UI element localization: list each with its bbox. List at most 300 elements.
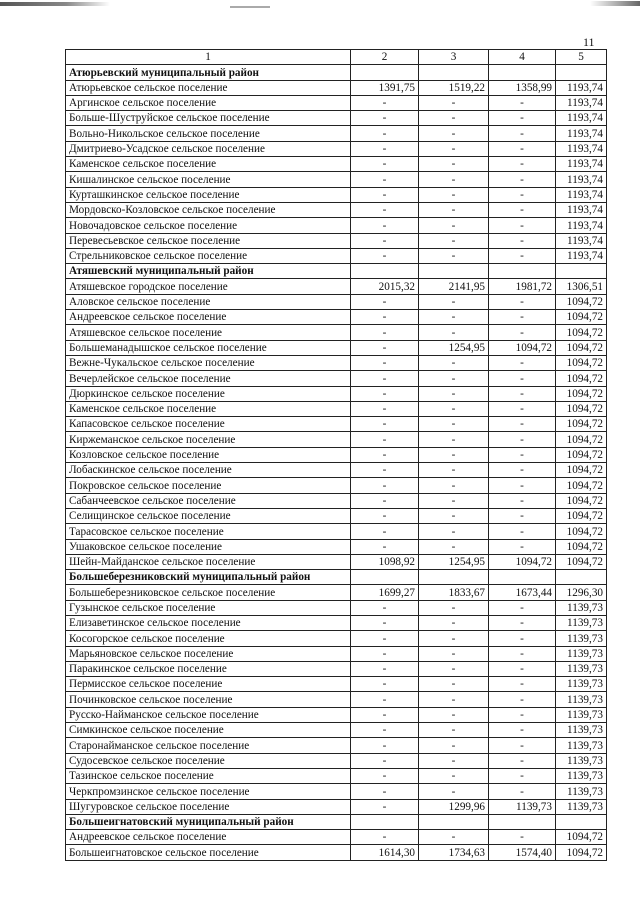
settlement-name: Починковское сельское поселение — [66, 692, 351, 707]
value-cell-c5: 1193,74 — [556, 233, 607, 248]
district-name: Большеигнатовский муниципальный район — [66, 814, 351, 829]
value-cell-c5: 1193,74 — [556, 111, 607, 126]
value-cell-c5: 1193,74 — [556, 95, 607, 110]
value-cell-c3: - — [419, 615, 489, 630]
table-row — [66, 401, 607, 416]
value-cell-c4: - — [489, 417, 556, 432]
header-row — [66, 50, 607, 65]
value-cell-c2: - — [351, 248, 419, 263]
table-row — [66, 111, 607, 126]
value-cell-c5: 1094,72 — [556, 417, 607, 432]
value-cell-c3: - — [419, 126, 489, 141]
value-cell-c4: - — [489, 677, 556, 692]
value-cell-c4: - — [489, 615, 556, 630]
value-cell-c2: 1699,27 — [351, 585, 419, 600]
settlement-name: Аловское сельское поселение — [66, 294, 351, 309]
value-cell-c3: - — [419, 187, 489, 202]
tariff-table — [65, 49, 607, 861]
table-row — [66, 233, 607, 248]
settlement-name: Атяшевское сельское поселение — [66, 325, 351, 340]
value-cell-c4: - — [489, 753, 556, 768]
value-cell-c5: 1139,73 — [556, 692, 607, 707]
value-cell-c3: - — [419, 202, 489, 217]
value-cell-c5: 1139,73 — [556, 799, 607, 814]
value-cell-c5: 1139,73 — [556, 677, 607, 692]
value-cell-c5: 1094,72 — [556, 508, 607, 523]
district-name: Большеберезниковский муниципальный район — [66, 570, 351, 585]
table-row — [66, 340, 607, 355]
table-row — [66, 661, 607, 676]
value-cell-c2: - — [351, 95, 419, 110]
value-cell-c2: - — [351, 753, 419, 768]
value-cell-c2: - — [351, 417, 419, 432]
value-cell-c2: - — [351, 310, 419, 325]
district-name: Атюрьевский муниципальный район — [66, 65, 351, 80]
value-cell-c2: - — [351, 157, 419, 172]
settlement-name: Стрельниковское сельское поселение — [66, 248, 351, 263]
settlement-name: Атюрьевское сельское поселение — [66, 80, 351, 95]
value-cell-c5: 1094,72 — [556, 478, 607, 493]
value-cell-c2: 2015,32 — [351, 279, 419, 294]
table-row — [66, 768, 607, 783]
value-cell-c2: - — [351, 447, 419, 462]
table-row — [66, 478, 607, 493]
settlement-name: Кишалинское сельское поселение — [66, 172, 351, 187]
empty-cell — [419, 814, 489, 829]
value-cell-c4: 1673,44 — [489, 585, 556, 600]
settlement-name: Пермисское сельское поселение — [66, 677, 351, 692]
value-cell-c3: - — [419, 723, 489, 738]
value-cell-c5: 1139,73 — [556, 768, 607, 783]
value-cell-c3: - — [419, 463, 489, 478]
value-cell-c5: 1139,73 — [556, 646, 607, 661]
value-cell-c2: - — [351, 111, 419, 126]
table-row — [66, 845, 607, 860]
empty-cell — [419, 65, 489, 80]
value-cell-c3: - — [419, 493, 489, 508]
value-cell-c2: - — [351, 493, 419, 508]
value-cell-c5: 1094,72 — [556, 386, 607, 401]
settlement-name: Русско-Найманское сельское поселение — [66, 707, 351, 722]
value-cell-c3: - — [419, 677, 489, 692]
table-row — [66, 187, 607, 202]
table-row — [66, 218, 607, 233]
value-cell-c5: 1193,74 — [556, 187, 607, 202]
table-row — [66, 202, 607, 217]
table-row — [66, 677, 607, 692]
value-cell-c4: - — [489, 141, 556, 156]
page-number: 11 — [583, 35, 595, 49]
value-cell-c4: - — [489, 432, 556, 447]
value-cell-c3: - — [419, 141, 489, 156]
settlement-name: Курташкинское сельское поселение — [66, 187, 351, 202]
table-row — [66, 432, 607, 447]
value-cell-c5: 1094,72 — [556, 401, 607, 416]
value-cell-c5: 1306,51 — [556, 279, 607, 294]
settlement-name: Сабанчеевское сельское поселение — [66, 493, 351, 508]
column-header: 2 — [351, 50, 419, 65]
empty-cell — [489, 814, 556, 829]
value-cell-c3: - — [419, 218, 489, 233]
value-cell-c3: - — [419, 447, 489, 462]
table-row — [66, 386, 607, 401]
district-row — [66, 264, 607, 279]
value-cell-c2: - — [351, 631, 419, 646]
settlement-name: Каменское сельское поселение — [66, 401, 351, 416]
value-cell-c3: - — [419, 310, 489, 325]
settlement-name: Больше-Шуструйское сельское поселение — [66, 111, 351, 126]
value-cell-c2: - — [351, 830, 419, 845]
value-cell-c5: 1094,72 — [556, 310, 607, 325]
value-cell-c2: - — [351, 187, 419, 202]
table-row — [66, 508, 607, 523]
value-cell-c4: 1094,72 — [489, 554, 556, 569]
settlement-name: Вольно-Никольское сельское поселение — [66, 126, 351, 141]
value-cell-c4: - — [489, 600, 556, 615]
empty-cell — [556, 264, 607, 279]
value-cell-c4: - — [489, 111, 556, 126]
table-row — [66, 157, 607, 172]
table-row — [66, 692, 607, 707]
value-cell-c4: - — [489, 325, 556, 340]
settlement-name: Аргинское сельское поселение — [66, 95, 351, 110]
value-cell-c5: 1094,72 — [556, 463, 607, 478]
value-cell-c4: - — [489, 371, 556, 386]
settlement-name: Паракинское сельское поселение — [66, 661, 351, 676]
settlement-name: Каменское сельское поселение — [66, 157, 351, 172]
value-cell-c3: - — [419, 646, 489, 661]
district-row — [66, 65, 607, 80]
table-row — [66, 554, 607, 569]
table-row — [66, 126, 607, 141]
settlement-name: Гузынское сельское поселение — [66, 600, 351, 615]
value-cell-c2: - — [351, 508, 419, 523]
value-cell-c3: 1519,22 — [419, 80, 489, 95]
value-cell-c5: 1193,74 — [556, 248, 607, 263]
value-cell-c3: - — [419, 294, 489, 309]
value-cell-c4: - — [489, 172, 556, 187]
table-row — [66, 524, 607, 539]
settlement-name: Ушаковское сельское поселение — [66, 539, 351, 554]
value-cell-c2: 1391,75 — [351, 80, 419, 95]
value-cell-c5: 1094,72 — [556, 355, 607, 370]
value-cell-c2: - — [351, 799, 419, 814]
value-cell-c2: - — [351, 340, 419, 355]
value-cell-c3: 1833,67 — [419, 585, 489, 600]
table-row — [66, 310, 607, 325]
table-row — [66, 80, 607, 95]
value-cell-c2: - — [351, 202, 419, 217]
value-cell-c5: 1139,73 — [556, 738, 607, 753]
value-cell-c2: - — [351, 401, 419, 416]
value-cell-c3: - — [419, 692, 489, 707]
value-cell-c2: - — [351, 325, 419, 340]
value-cell-c5: 1094,72 — [556, 554, 607, 569]
empty-cell — [489, 65, 556, 80]
value-cell-c3: 1254,95 — [419, 340, 489, 355]
settlement-name: Селищинское сельское поселение — [66, 508, 351, 523]
value-cell-c4: - — [489, 707, 556, 722]
value-cell-c4: - — [489, 248, 556, 263]
value-cell-c4: - — [489, 784, 556, 799]
value-cell-c5: 1139,73 — [556, 661, 607, 676]
value-cell-c3: - — [419, 233, 489, 248]
value-cell-c2: - — [351, 172, 419, 187]
value-cell-c4: - — [489, 187, 556, 202]
value-cell-c4: 1574,40 — [489, 845, 556, 860]
value-cell-c4: 1358,99 — [489, 80, 556, 95]
column-header: 5 — [556, 50, 607, 65]
value-cell-c5: 1094,72 — [556, 524, 607, 539]
scan-artifact — [0, 0, 640, 12]
value-cell-c3: 1299,96 — [419, 799, 489, 814]
value-cell-c4: - — [489, 126, 556, 141]
settlement-name: Старонайманское сельское поселение — [66, 738, 351, 753]
value-cell-c3: 1254,95 — [419, 554, 489, 569]
value-cell-c2: - — [351, 233, 419, 248]
value-cell-c2: - — [351, 141, 419, 156]
value-cell-c5: 1193,74 — [556, 202, 607, 217]
settlement-name: Черкпромзинское сельское поселение — [66, 784, 351, 799]
value-cell-c3: - — [419, 371, 489, 386]
settlement-name: Большеманадышское сельское поселение — [66, 340, 351, 355]
value-cell-c4: - — [489, 294, 556, 309]
value-cell-c4: 1094,72 — [489, 340, 556, 355]
value-cell-c4: - — [489, 738, 556, 753]
table-row — [66, 539, 607, 554]
settlement-name: Козловское сельское поселение — [66, 447, 351, 462]
value-cell-c2: - — [351, 615, 419, 630]
value-cell-c3: - — [419, 401, 489, 416]
value-cell-c2: - — [351, 707, 419, 722]
value-cell-c4: - — [489, 631, 556, 646]
value-cell-c3: - — [419, 172, 489, 187]
value-cell-c5: 1094,72 — [556, 830, 607, 845]
value-cell-c4: - — [489, 539, 556, 554]
table-row — [66, 325, 607, 340]
empty-cell — [351, 65, 419, 80]
settlement-name: Вечерлейское сельское поселение — [66, 371, 351, 386]
value-cell-c5: 1094,72 — [556, 845, 607, 860]
value-cell-c5: 1094,72 — [556, 539, 607, 554]
table-row — [66, 141, 607, 156]
empty-cell — [351, 570, 419, 585]
settlement-name: Тазинское сельское поселение — [66, 768, 351, 783]
value-cell-c3: - — [419, 432, 489, 447]
value-cell-c5: 1193,74 — [556, 80, 607, 95]
settlement-name: Киржеманское сельское поселение — [66, 432, 351, 447]
value-cell-c3: 2141,95 — [419, 279, 489, 294]
value-cell-c5: 1094,72 — [556, 294, 607, 309]
settlement-name: Атяшевское городское поселение — [66, 279, 351, 294]
value-cell-c5: 1139,73 — [556, 631, 607, 646]
district-name: Атяшевский муниципальный район — [66, 264, 351, 279]
settlement-name: Дмитриево-Усадское сельское поселение — [66, 141, 351, 156]
value-cell-c3: - — [419, 111, 489, 126]
table-row — [66, 646, 607, 661]
value-cell-c4: - — [489, 478, 556, 493]
value-cell-c5: 1193,74 — [556, 141, 607, 156]
value-cell-c2: - — [351, 126, 419, 141]
table-row — [66, 753, 607, 768]
value-cell-c3: - — [419, 753, 489, 768]
value-cell-c2: 1614,30 — [351, 845, 419, 860]
column-header: 3 — [419, 50, 489, 65]
value-cell-c3: - — [419, 830, 489, 845]
value-cell-c2: - — [351, 463, 419, 478]
table-row — [66, 371, 607, 386]
table-row — [66, 707, 607, 722]
empty-cell — [556, 814, 607, 829]
settlement-name: Большеигнатовское сельское поселение — [66, 845, 351, 860]
value-cell-c4: - — [489, 401, 556, 416]
empty-cell — [489, 570, 556, 585]
empty-cell — [419, 264, 489, 279]
value-cell-c4: 1139,73 — [489, 799, 556, 814]
value-cell-c2: - — [351, 600, 419, 615]
table-row — [66, 799, 607, 814]
value-cell-c2: - — [351, 692, 419, 707]
settlement-name: Вежне-Чукальское сельское поселение — [66, 355, 351, 370]
value-cell-c5: 1139,73 — [556, 784, 607, 799]
settlement-name: Елизаветинское сельское поселение — [66, 615, 351, 630]
table-row — [66, 355, 607, 370]
value-cell-c4: - — [489, 723, 556, 738]
value-cell-c2: - — [351, 661, 419, 676]
value-cell-c2: 1098,92 — [351, 554, 419, 569]
settlement-name: Андреевское сельское поселение — [66, 830, 351, 845]
empty-cell — [351, 814, 419, 829]
value-cell-c4: - — [489, 493, 556, 508]
settlement-name: Большеберезниковское сельское поселение — [66, 585, 351, 600]
empty-cell — [419, 570, 489, 585]
table-row — [66, 447, 607, 462]
settlement-name: Покровское сельское поселение — [66, 478, 351, 493]
value-cell-c5: 1094,72 — [556, 340, 607, 355]
table-row — [66, 279, 607, 294]
table-row — [66, 784, 607, 799]
value-cell-c2: - — [351, 478, 419, 493]
column-header: 1 — [66, 50, 351, 65]
value-cell-c4: - — [489, 524, 556, 539]
empty-cell — [556, 65, 607, 80]
table-row — [66, 172, 607, 187]
value-cell-c3: - — [419, 539, 489, 554]
value-cell-c3: - — [419, 707, 489, 722]
settlement-name: Шейн-Майданское сельское поселение — [66, 554, 351, 569]
settlement-name: Тарасовское сельское поселение — [66, 524, 351, 539]
value-cell-c5: 1094,72 — [556, 325, 607, 340]
table-row — [66, 248, 607, 263]
value-cell-c5: 1193,74 — [556, 126, 607, 141]
value-cell-c4: - — [489, 661, 556, 676]
value-cell-c4: - — [489, 202, 556, 217]
value-cell-c2: - — [351, 432, 419, 447]
value-cell-c4: - — [489, 310, 556, 325]
table-row — [66, 493, 607, 508]
value-cell-c4: - — [489, 95, 556, 110]
value-cell-c3: - — [419, 478, 489, 493]
value-cell-c2: - — [351, 646, 419, 661]
value-cell-c5: 1094,72 — [556, 371, 607, 386]
value-cell-c2: - — [351, 371, 419, 386]
table-row — [66, 294, 607, 309]
table-row — [66, 723, 607, 738]
value-cell-c3: - — [419, 784, 489, 799]
table-row — [66, 417, 607, 432]
table-row — [66, 585, 607, 600]
settlement-name: Новочадовское сельское поселение — [66, 218, 351, 233]
settlement-name: Косогорское сельское поселение — [66, 631, 351, 646]
value-cell-c2: - — [351, 677, 419, 692]
table-row — [66, 738, 607, 753]
empty-cell — [351, 264, 419, 279]
value-cell-c4: - — [489, 355, 556, 370]
settlement-name: Перевесьевское сельское поселение — [66, 233, 351, 248]
value-cell-c4: - — [489, 463, 556, 478]
settlement-name: Андреевское сельское поселение — [66, 310, 351, 325]
value-cell-c3: - — [419, 600, 489, 615]
settlement-name: Марьяновское сельское поселение — [66, 646, 351, 661]
value-cell-c2: - — [351, 355, 419, 370]
value-cell-c3: - — [419, 248, 489, 263]
value-cell-c2: - — [351, 738, 419, 753]
value-cell-c3: - — [419, 355, 489, 370]
table-row — [66, 631, 607, 646]
value-cell-c5: 1094,72 — [556, 493, 607, 508]
table-row — [66, 463, 607, 478]
table-row — [66, 600, 607, 615]
value-cell-c3: - — [419, 661, 489, 676]
value-cell-c2: - — [351, 723, 419, 738]
value-cell-c4: - — [489, 692, 556, 707]
value-cell-c2: - — [351, 218, 419, 233]
value-cell-c4: - — [489, 646, 556, 661]
value-cell-c4: - — [489, 830, 556, 845]
value-cell-c5: 1296,30 — [556, 585, 607, 600]
value-cell-c3: - — [419, 768, 489, 783]
value-cell-c2: - — [351, 784, 419, 799]
settlement-name: Симкинское сельское поселение — [66, 723, 351, 738]
settlement-name: Судосевское сельское поселение — [66, 753, 351, 768]
value-cell-c2: - — [351, 386, 419, 401]
value-cell-c3: - — [419, 508, 489, 523]
value-cell-c5: 1193,74 — [556, 218, 607, 233]
table-row — [66, 830, 607, 845]
value-cell-c5: 1094,72 — [556, 447, 607, 462]
value-cell-c5: 1139,73 — [556, 753, 607, 768]
settlement-name: Мордовско-Козловское сельское поселение — [66, 202, 351, 217]
table-row — [66, 95, 607, 110]
value-cell-c3: - — [419, 157, 489, 172]
value-cell-c2: - — [351, 768, 419, 783]
empty-cell — [489, 264, 556, 279]
settlement-name: Шугуровское сельское поселение — [66, 799, 351, 814]
value-cell-c4: - — [489, 447, 556, 462]
value-cell-c4: - — [489, 386, 556, 401]
value-cell-c5: 1193,74 — [556, 157, 607, 172]
value-cell-c5: 1193,74 — [556, 172, 607, 187]
table-row — [66, 615, 607, 630]
district-row — [66, 814, 607, 829]
value-cell-c2: - — [351, 294, 419, 309]
empty-cell — [556, 570, 607, 585]
settlement-name: Лобаскинское сельское поселение — [66, 463, 351, 478]
column-header: 4 — [489, 50, 556, 65]
value-cell-c3: - — [419, 417, 489, 432]
value-cell-c4: - — [489, 768, 556, 783]
district-row — [66, 570, 607, 585]
